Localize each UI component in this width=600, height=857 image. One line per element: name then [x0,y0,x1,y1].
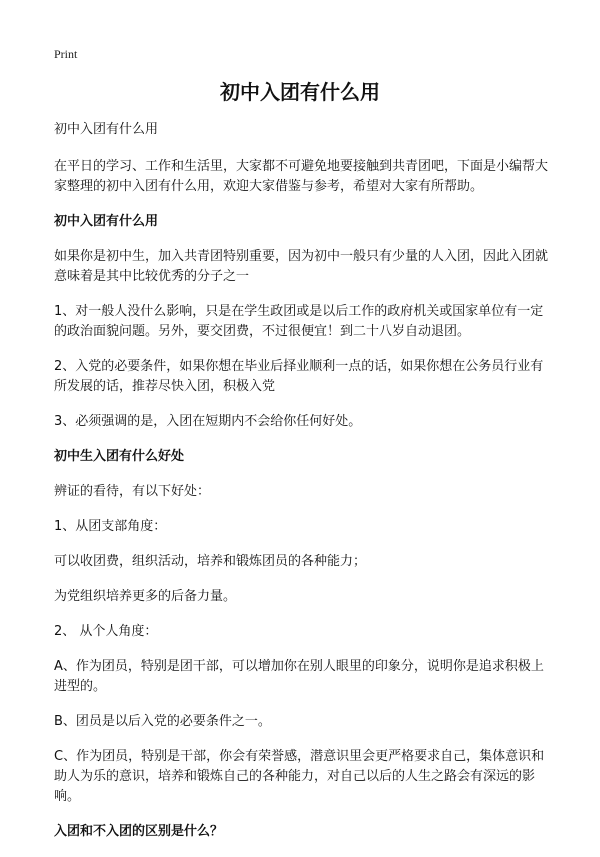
paragraph: B、团员是以后入党的必要条件之一。 [54,714,271,729]
paragraph: 为党组织培养更多的后备力量。 [54,589,237,604]
paragraph: 2、入党的必要条件，如果你想在毕业后择业顺利一点的话，如果你想在公务员行业有所发展的话，推荐尽快入团，积极入党 [54,359,544,394]
paragraph: 可以收团费，组织活动，培养和锻炼团员的各种能力； [54,554,367,569]
paragraph: 1、从团支部角度： [54,519,167,534]
section-heading-benefits: 初中生入团有什么好处 [54,449,185,464]
article-body [54,120,550,857]
paragraph: A、作为团员，特别是团干部，可以增加你在别人眼里的印象分，说明你是追求积极上进型的。 [54,659,544,694]
intro-paragraph: 在平日的学习、工作和生活里，大家都不可避免地要接触到共青团吧，下面是小编帮大家整理的初中入团有什么用，欢迎大家借鉴与参考，希望对大家有所帮助。 [54,159,549,194]
section-heading-usefulness: 初中入团有什么用 [54,214,159,229]
print-link[interactable]: Print [54,47,78,61]
subtitle: 初中入团有什么用 [54,122,159,137]
paragraph: 辨证的看待，有以下好处： [54,484,211,499]
paragraph: 如果你是初中生，加入共青团特别重要，因为初中一般只有少量的人入团，因此入团就意味着是其中比较优秀的分子之一 [54,249,549,284]
section-heading-difference: 入团和不入团的区别是什么？ [54,824,224,839]
paragraph: 1、对一般人没什么影响，只是在学生政团或是以后工作的政府机关或国家单位有一定的政治面貌问题。另外，要交团费，不过很便宜！到二十八岁自动退团。 [54,304,544,339]
paragraph: 3、必须强调的是，入团在短期内不会给你任何好处。 [54,414,362,429]
page-title: 初中入团有什么用 [220,80,380,104]
paragraph: 2、 从个人角度： [54,624,158,639]
paragraph: C、作为团员，特别是干部，你会有荣誉感，潜意识里会更严格要求自己，集体意识和助人为乐的意识，培养和锻炼自己的各种能力，对自己以后的人生之路会有深远的影响。 [54,749,545,804]
